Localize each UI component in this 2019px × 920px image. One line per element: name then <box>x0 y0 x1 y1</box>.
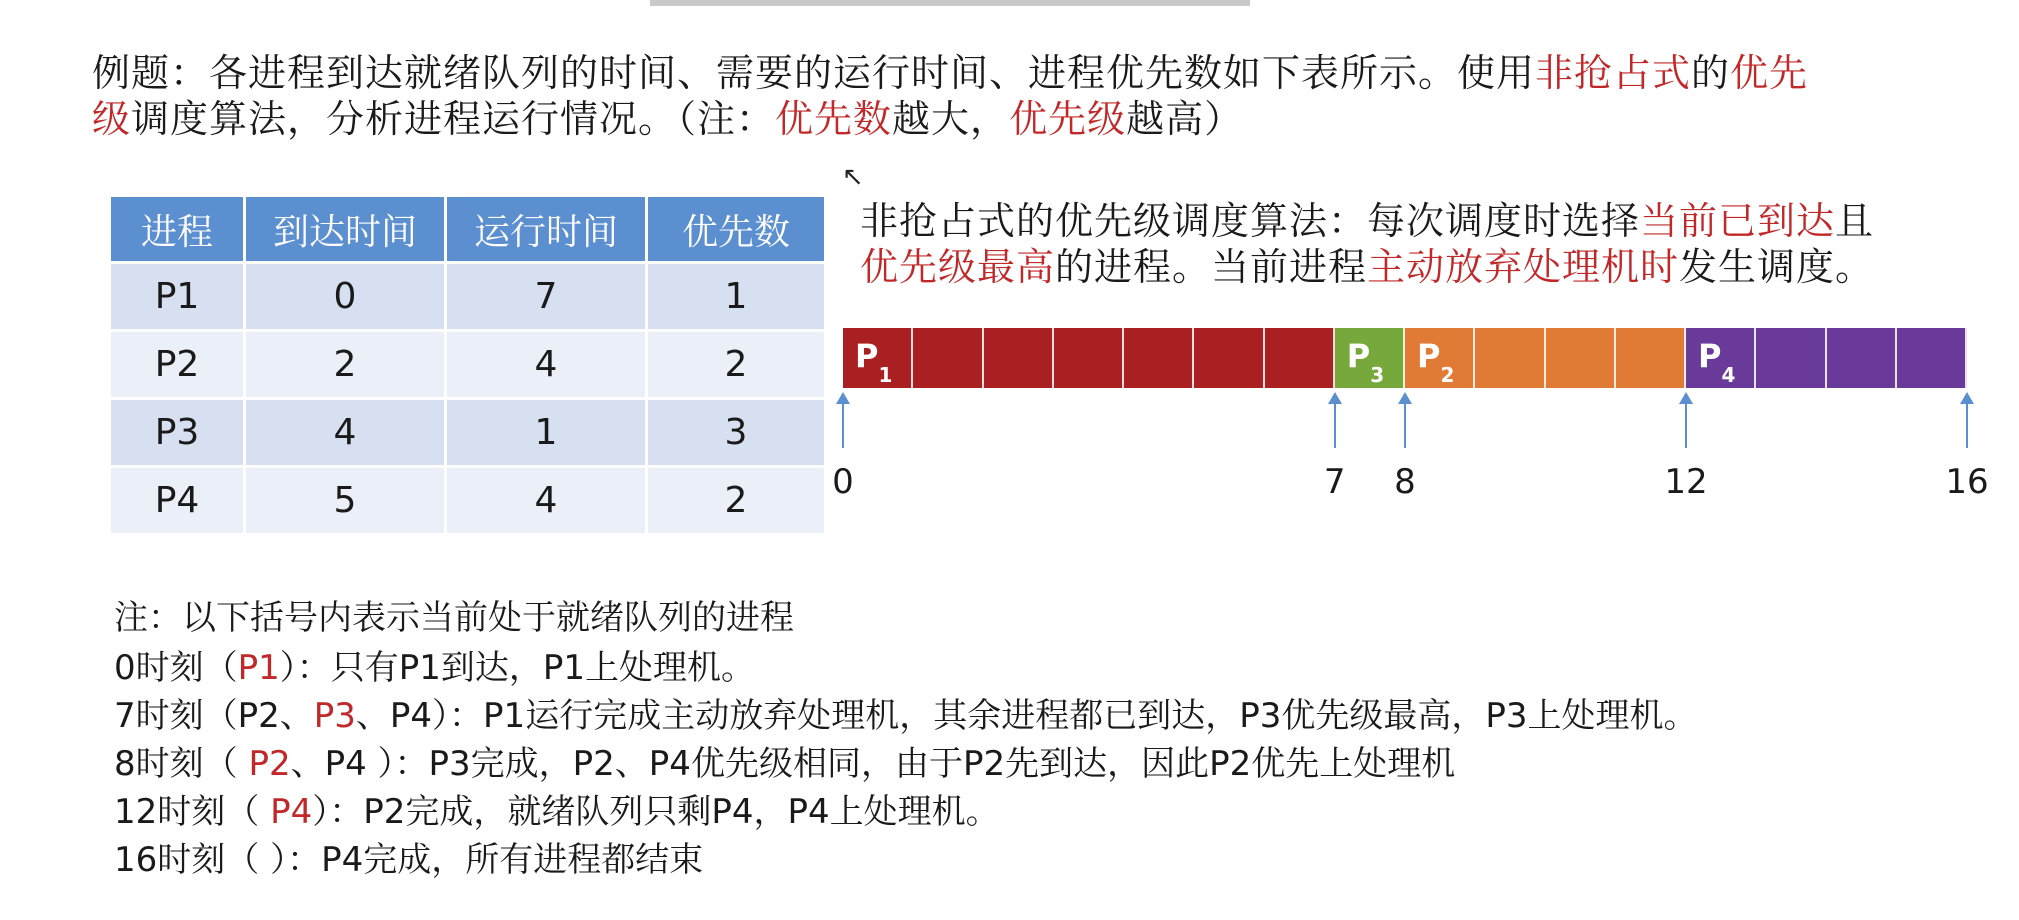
gantt-cell <box>1546 328 1616 388</box>
table-cell: 4 <box>446 331 647 399</box>
gantt-process-subscript: 3 <box>1370 363 1385 388</box>
title-text: 越大， <box>892 97 1010 141</box>
desc-highlight: 优先级最高 <box>860 245 1056 289</box>
table-cell: 1 <box>647 263 826 331</box>
note-text: 、P4 ）：P3完成，P2、P4优先级相同，由于P2先到达，因此P2优先上处理机 <box>290 744 1456 784</box>
desc-text: 且 <box>1835 199 1875 243</box>
title-text: 调度算法，分析进程运行情况。（注： <box>131 97 776 141</box>
table-row <box>110 467 826 535</box>
gantt-cell <box>1686 328 1756 388</box>
top-decoration <box>650 0 1250 6</box>
gantt-process-label: $P_4$ <box>1698 336 1736 388</box>
algorithm-description-line-2 <box>860 236 1874 291</box>
table-cell: P1 <box>110 263 245 331</box>
title-text: 越高） <box>1126 97 1244 141</box>
time-tick-label: 0 <box>832 462 854 502</box>
note-text: 12时刻（ <box>114 792 271 832</box>
table-cell: 2 <box>245 331 446 399</box>
table-row <box>110 399 826 467</box>
note-text: 8时刻（ <box>114 744 249 784</box>
note-text: 7时刻（P2、 <box>114 696 314 736</box>
time-tick-label: 12 <box>1664 462 1708 502</box>
table-cell: P2 <box>110 331 245 399</box>
desc-highlight: 当前已到达 <box>1640 199 1836 243</box>
title-highlight: 级 <box>92 97 132 141</box>
gantt-process-subscript: 4 <box>1721 363 1736 388</box>
gantt-process-label: $P_3$ <box>1346 336 1385 388</box>
gantt-process-label: $P_1$ <box>855 336 893 388</box>
note-text: 0时刻（ <box>114 648 238 688</box>
table-cell: 2 <box>647 467 826 535</box>
gantt-cell <box>1124 328 1194 388</box>
table-cell: P4 <box>110 467 245 535</box>
process-table <box>108 194 827 536</box>
note-highlight: P1 <box>237 648 280 688</box>
gantt-cell <box>1265 328 1335 388</box>
time-arrow-icon <box>842 398 844 448</box>
table-cell: 7 <box>446 263 647 331</box>
note-line <box>114 640 755 689</box>
time-tick-label: 7 <box>1323 462 1346 502</box>
note-line <box>114 784 1000 833</box>
gantt-cell <box>1897 328 1967 388</box>
note-text: ）：P2完成，就绪队列只剩P4，P4上处理机。 <box>312 792 1000 832</box>
gantt-chart <box>843 328 1967 388</box>
table-cell: P3 <box>110 399 245 467</box>
time-arrow-icon <box>1685 398 1687 448</box>
title-highlight: 优先数 <box>775 97 893 141</box>
table-row <box>110 331 826 399</box>
table-cell: 4 <box>245 399 446 467</box>
note-header: 注：以下括号内表示当前处于就绪队列的进程 <box>114 598 794 638</box>
gantt-process-subscript: 2 <box>1440 363 1455 388</box>
note-highlight: P2 <box>248 744 291 784</box>
gantt-cell <box>913 328 983 388</box>
table-header: 到达时间 <box>245 196 446 263</box>
gantt-cell <box>843 328 913 388</box>
table-cell: 1 <box>446 399 647 467</box>
desc-text: 的进程。当前进程 <box>1055 245 1368 289</box>
table-cell: 5 <box>245 467 446 535</box>
note-text: 、P4）：P1运行完成主动放弃处理机，其余进程都已到达，P3优先级最高，P3上处理机。 <box>355 696 1698 736</box>
table-cell: 2 <box>647 331 826 399</box>
gantt-cell <box>1756 328 1826 388</box>
gantt-cell <box>1194 328 1264 388</box>
gantt-cell <box>1335 328 1405 388</box>
table-cell: 0 <box>245 263 446 331</box>
title-highlight: 优先 <box>1730 51 1809 95</box>
time-tick-label: 8 <box>1394 462 1416 502</box>
note-line <box>114 736 1455 785</box>
mouse-cursor-icon: ↖ <box>842 162 864 192</box>
note-highlight: P3 <box>313 696 356 736</box>
title-highlight: 优先级 <box>1009 97 1127 141</box>
gantt-cell <box>1827 328 1897 388</box>
table-header: 进程 <box>110 196 245 263</box>
desc-text: 发生调度。 <box>1679 245 1875 289</box>
gantt-cell <box>1475 328 1545 388</box>
desc-highlight: 主动放弃处理机时 <box>1367 245 1680 289</box>
table-cell: 4 <box>446 467 647 535</box>
table-header: 优先数 <box>647 196 826 263</box>
note-line <box>114 688 1697 737</box>
title-highlight: 非抢占式 <box>1535 51 1692 95</box>
gantt-process-subscript: 1 <box>878 363 893 388</box>
gantt-cell <box>1054 328 1124 388</box>
gantt-cell <box>984 328 1054 388</box>
table-header-row <box>110 196 826 263</box>
note-text: ）：只有P1到达，P1上处理机。 <box>279 648 756 688</box>
title-text: 的 <box>1691 51 1731 95</box>
title-text: 例题：各进程到达就绪队列的时间、需要的运行时间、进程优先数如下表所示。使用 <box>92 51 1536 95</box>
table-header: 运行时间 <box>446 196 647 263</box>
time-arrow-icon <box>1334 398 1336 448</box>
table-cell: 3 <box>647 399 826 467</box>
desc-text: 非抢占式的优先级调度算法：每次调度时选择 <box>860 199 1641 243</box>
time-tick-label: 16 <box>1945 462 1989 502</box>
gantt-cell <box>1405 328 1475 388</box>
time-arrow-icon <box>1404 398 1406 448</box>
time-arrow-icon <box>1966 398 1968 448</box>
note-line: 16时刻（ ）：P4完成，所有进程都结束 <box>114 840 704 880</box>
note-highlight: P4 <box>270 792 313 832</box>
gantt-cell <box>1616 328 1686 388</box>
table-row <box>110 263 826 331</box>
problem-title-line-2 <box>92 88 1243 143</box>
gantt-process-label: $P_2$ <box>1417 336 1455 388</box>
